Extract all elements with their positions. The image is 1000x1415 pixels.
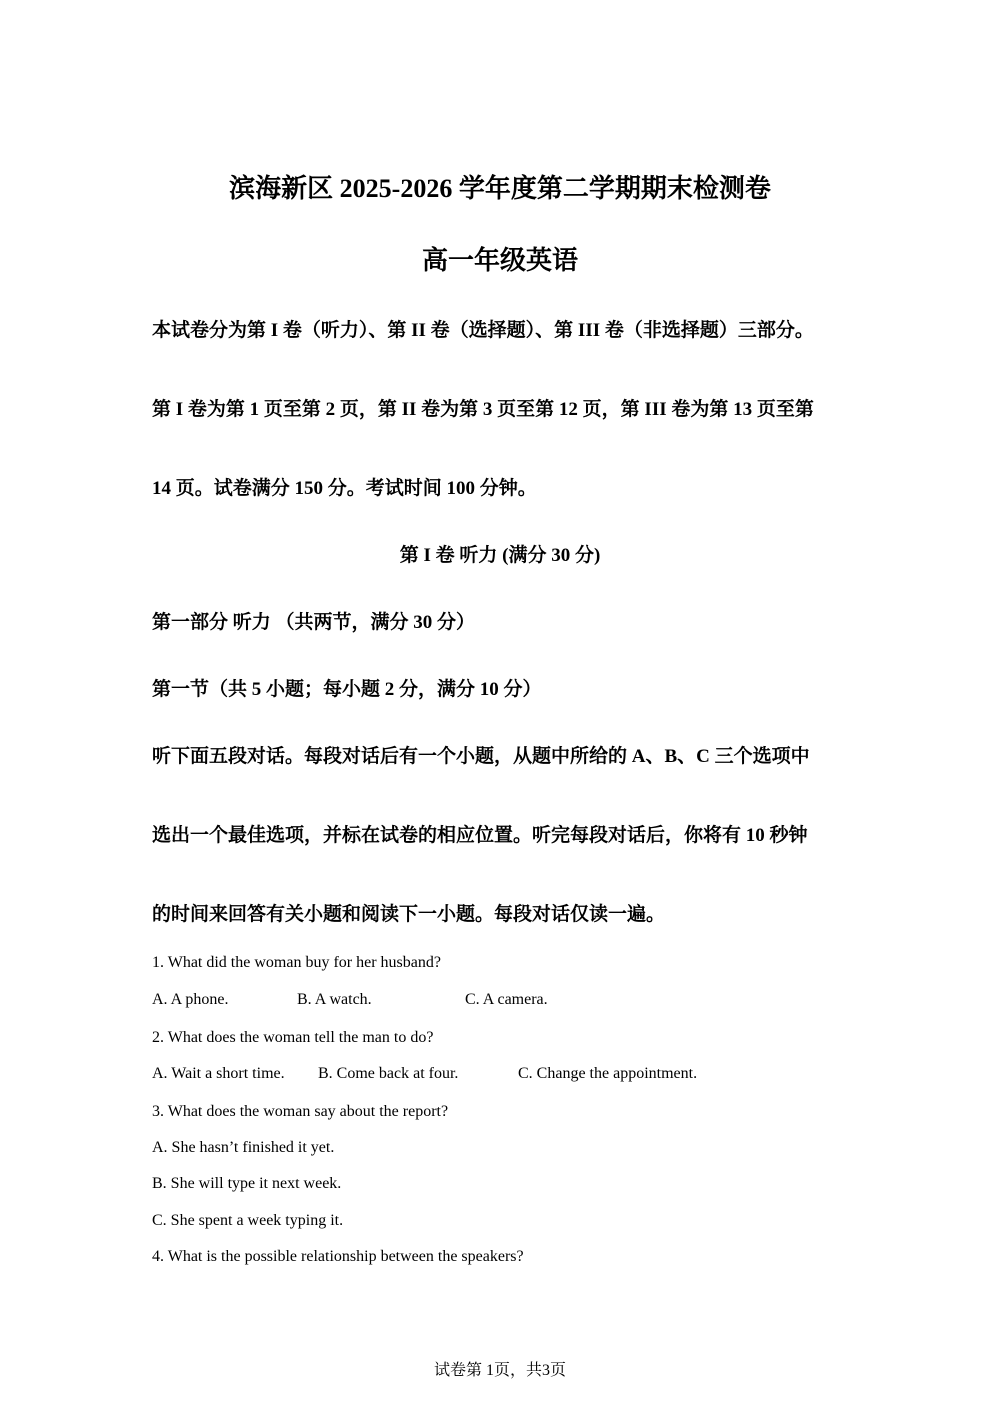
question-2-option-a: A. Wait a short time. xyxy=(152,1065,285,1082)
question-2-option-b: B. Come back at four. xyxy=(318,1065,459,1082)
instruction-line-1: 听下面五段对话。每段对话后有一个小题，从题中所给的 A、B、C 三个选项中 xyxy=(152,746,810,767)
question-2-text: 2. What does the woman tell the man to do? xyxy=(152,1029,434,1046)
question-1-options xyxy=(152,991,852,1011)
part-title: 第一部分 听力 （共两节，满分 30 分） xyxy=(152,612,476,633)
question-1-text: 1. What did the woman buy for her husband? xyxy=(152,954,441,971)
question-2-option-c: C. Change the appointment. xyxy=(518,1065,698,1082)
question-1-option-b: B. A watch. xyxy=(297,991,372,1008)
question-1-option-c: C. A camera. xyxy=(465,991,548,1008)
question-2-options xyxy=(152,1065,852,1085)
subsection-title: 第一节（共 5 小题；每小题 2 分，满分 10 分） xyxy=(152,679,542,700)
question-3-option-c: C. She spent a week typing it. xyxy=(152,1212,344,1229)
intro-line-3: 14 页。试卷满分 150 分。考试时间 100 分钟。 xyxy=(152,478,537,499)
intro-line-1: 本试卷分为第 I 卷（听力）、第 II 卷（选择题）、第 III 卷（非选择题）三部分。 xyxy=(152,320,814,341)
exam-title: 滨海新区 2025-2026 学年度第二学期期末检测卷 xyxy=(229,174,771,203)
instruction-line-2: 选出一个最佳选项，并标在试卷的相应位置。听完每段对话后，你将有 10 秒钟 xyxy=(152,825,808,846)
question-3-text: 3. What does the woman say about the report? xyxy=(152,1103,449,1120)
question-3-option-b: B. She will type it next week. xyxy=(152,1175,342,1192)
volume-title: 第 I 卷 听力 (满分 30 分) xyxy=(399,545,601,566)
exam-subtitle: 高一年级英语 xyxy=(421,246,578,275)
question-1-option-a: A. A phone. xyxy=(152,991,229,1008)
question-4-text: 4. What is the possible relationship between the speakers? xyxy=(152,1248,524,1265)
instruction-line-3: 的时间来回答有关小题和阅读下一小题。每段对话仅读一遍。 xyxy=(152,904,666,925)
page-footer: 试卷第 1页，共3页 xyxy=(433,1362,566,1379)
question-3-option-a: A. She hasn’t finished it yet. xyxy=(152,1139,335,1156)
intro-line-2: 第 I 卷为第 1 页至第 2 页，第 II 卷为第 3 页至第 12 页，第 III 卷为第 13 页至第 xyxy=(152,399,814,420)
